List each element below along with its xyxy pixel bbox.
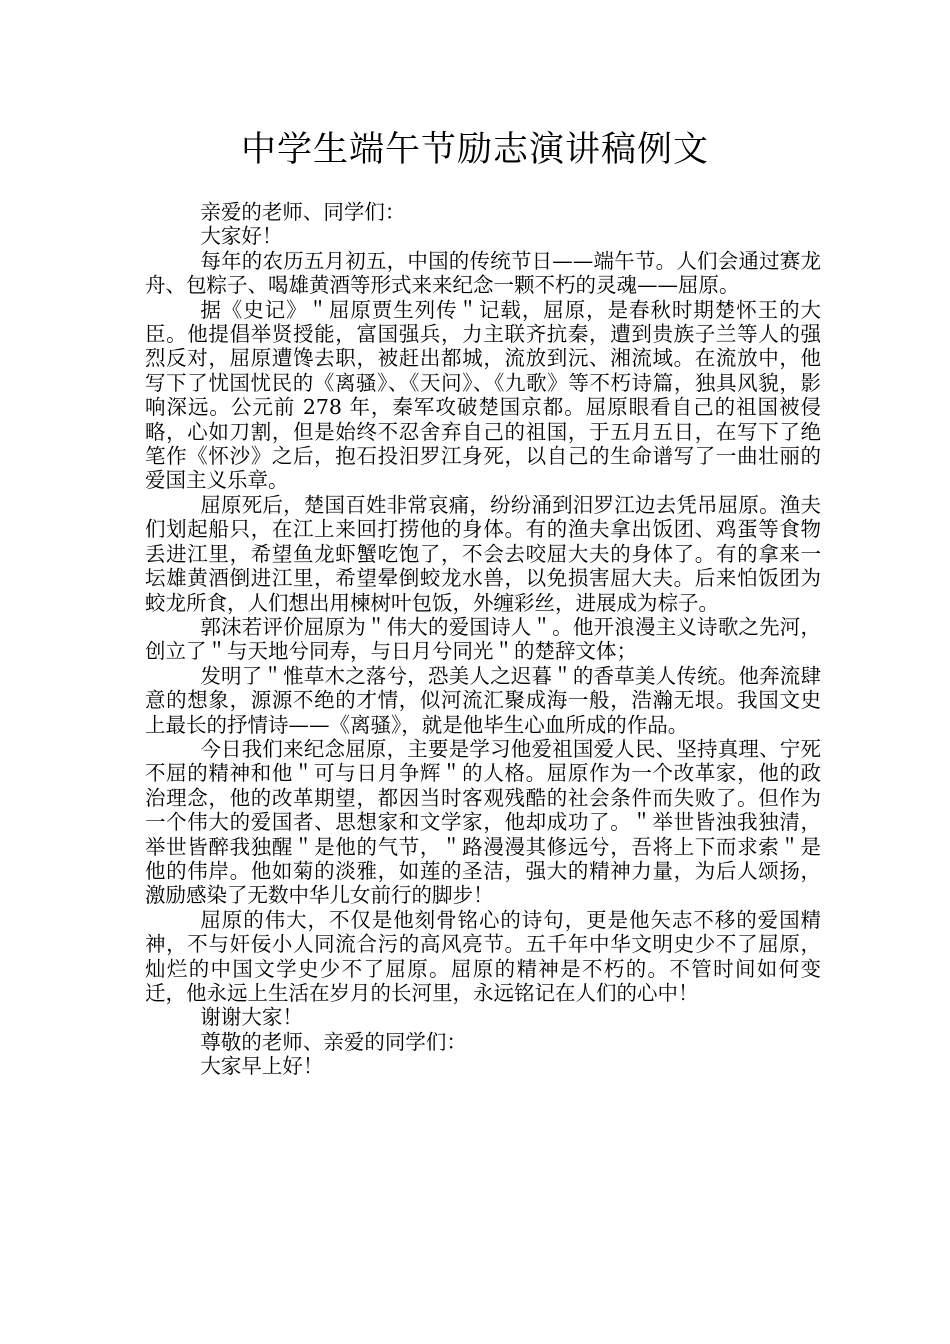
paragraph-greeting: 亲爱的老师、同学们： (200, 200, 406, 224)
paragraph-tradition: 发明了＂惟草木之落兮，恐美人之迟暮＂的香草美人传统。他奔流肆意的想象，源源不绝的才情，似河流汇聚成海一般，浩瀚无垠。我国文史上最长的抒情诗——《离骚》，就是他毕生心血所成的作品。 (145, 663, 821, 737)
paragraph-intro: 每年的农历五月初五，中国的传统节日——端午节。人们会通过赛龙舟、包粽子、喝雄黄酒等形式来来纪念一颗不朽的灵魂——屈原。 (145, 248, 821, 298)
paragraph-morning: 大家早上好！ (200, 1054, 324, 1079)
paragraph-mourning: 屈原死后，楚国百姓非常哀痛，纷纷涌到汨罗江边去凭吊屈原。渔夫们划起船只，在江上来回打捞他的身体。有的渔夫拿出饭团、鸡蛋等食物丢进江里，希望鱼龙虾蟹吃饱了，不会去咬屈大夫的身体了。有的拿来一坛雄黄酒倒进江里，希望晕倒蛟龙水兽，以免损害屈大夫。后来怕饭团为蛟龙所食，人们想出用楝树叶包饭，外缠彩丝，进展成为棕子。 (145, 492, 821, 615)
paragraph-second-greeting: 尊敬的老师、亲爱的同学们： (200, 1029, 467, 1054)
paragraph-evaluation: 郭沫若评价屈原为＂伟大的爱国诗人＂。他开浪漫主义诗歌之先河，创立了＂与天地兮同寿，与日月兮同光＂的楚辞文体； (145, 614, 821, 664)
paragraph-hello: 大家好！ (200, 224, 283, 249)
paragraph-history: 据《史记》＂屈原贾生列传＂记载，屈原，是春秋时期楚怀王的大臣。他提倡举贤授能，富国强兵，力主联齐抗秦，遭到贵族子兰等人的强烈反对，屈原遭馋去职，被赶出都城，流放到沅、湘流域。在流放中，他写下了忧国忧民的《离骚》、《天问》、《九歌》等不朽诗篇，独具风貌，影响深远。公元前 278 年，秦军攻破楚国京都。屈原眼看自己的祖国被侵略，心如刀割，但是始终不忍舍弃自己的祖国，于五月五日，在写下了绝笔作《怀沙》之后，抱石投汨罗江身死，以自己的生命谱写了一曲壮丽的爱国主义乐章。 (145, 297, 821, 493)
paragraph-greatness: 屈原的伟大，不仅是他刻骨铭心的诗句，更是他矢志不移的爱国精神，不与奸佞小人同流合污的高风亮节。五千年中华文明史少不了屈原，灿烂的中国文学史少不了屈原。屈原的精神是不朽的。不管时间如何变迁，他永远上生活在岁月的长河里，永远铭记在人们的心中！ (145, 907, 821, 1005)
paragraph-thanks: 谢谢大家！ (200, 1005, 303, 1030)
document-title: 中学生端午节励志演讲稿例文 (240, 130, 709, 170)
paragraph-commemoration: 今日我们来纪念屈原，主要是学习他爱祖国爱人民、坚持真理、宁死不屈的精神和他＂可与日月争辉＂的人格。屈原作为一个改革家，他的政治理念，他的改革期望，都因当时客观残酷的社会条件而失败了。但作为一个伟大的爱国者、思想家和文学家，他却成功了。＂举世皆浊我独清，举世皆醉我独醒＂是他的气节，＂路漫漫其修远兮，吾将上下而求索＂是他的伟岸。他如菊的淡雅，如莲的圣洁，强大的精神力量，为后人颂扬，激励感染了无数中华儿女前行的脚步！ (145, 736, 821, 908)
document-body (145, 200, 821, 1079)
